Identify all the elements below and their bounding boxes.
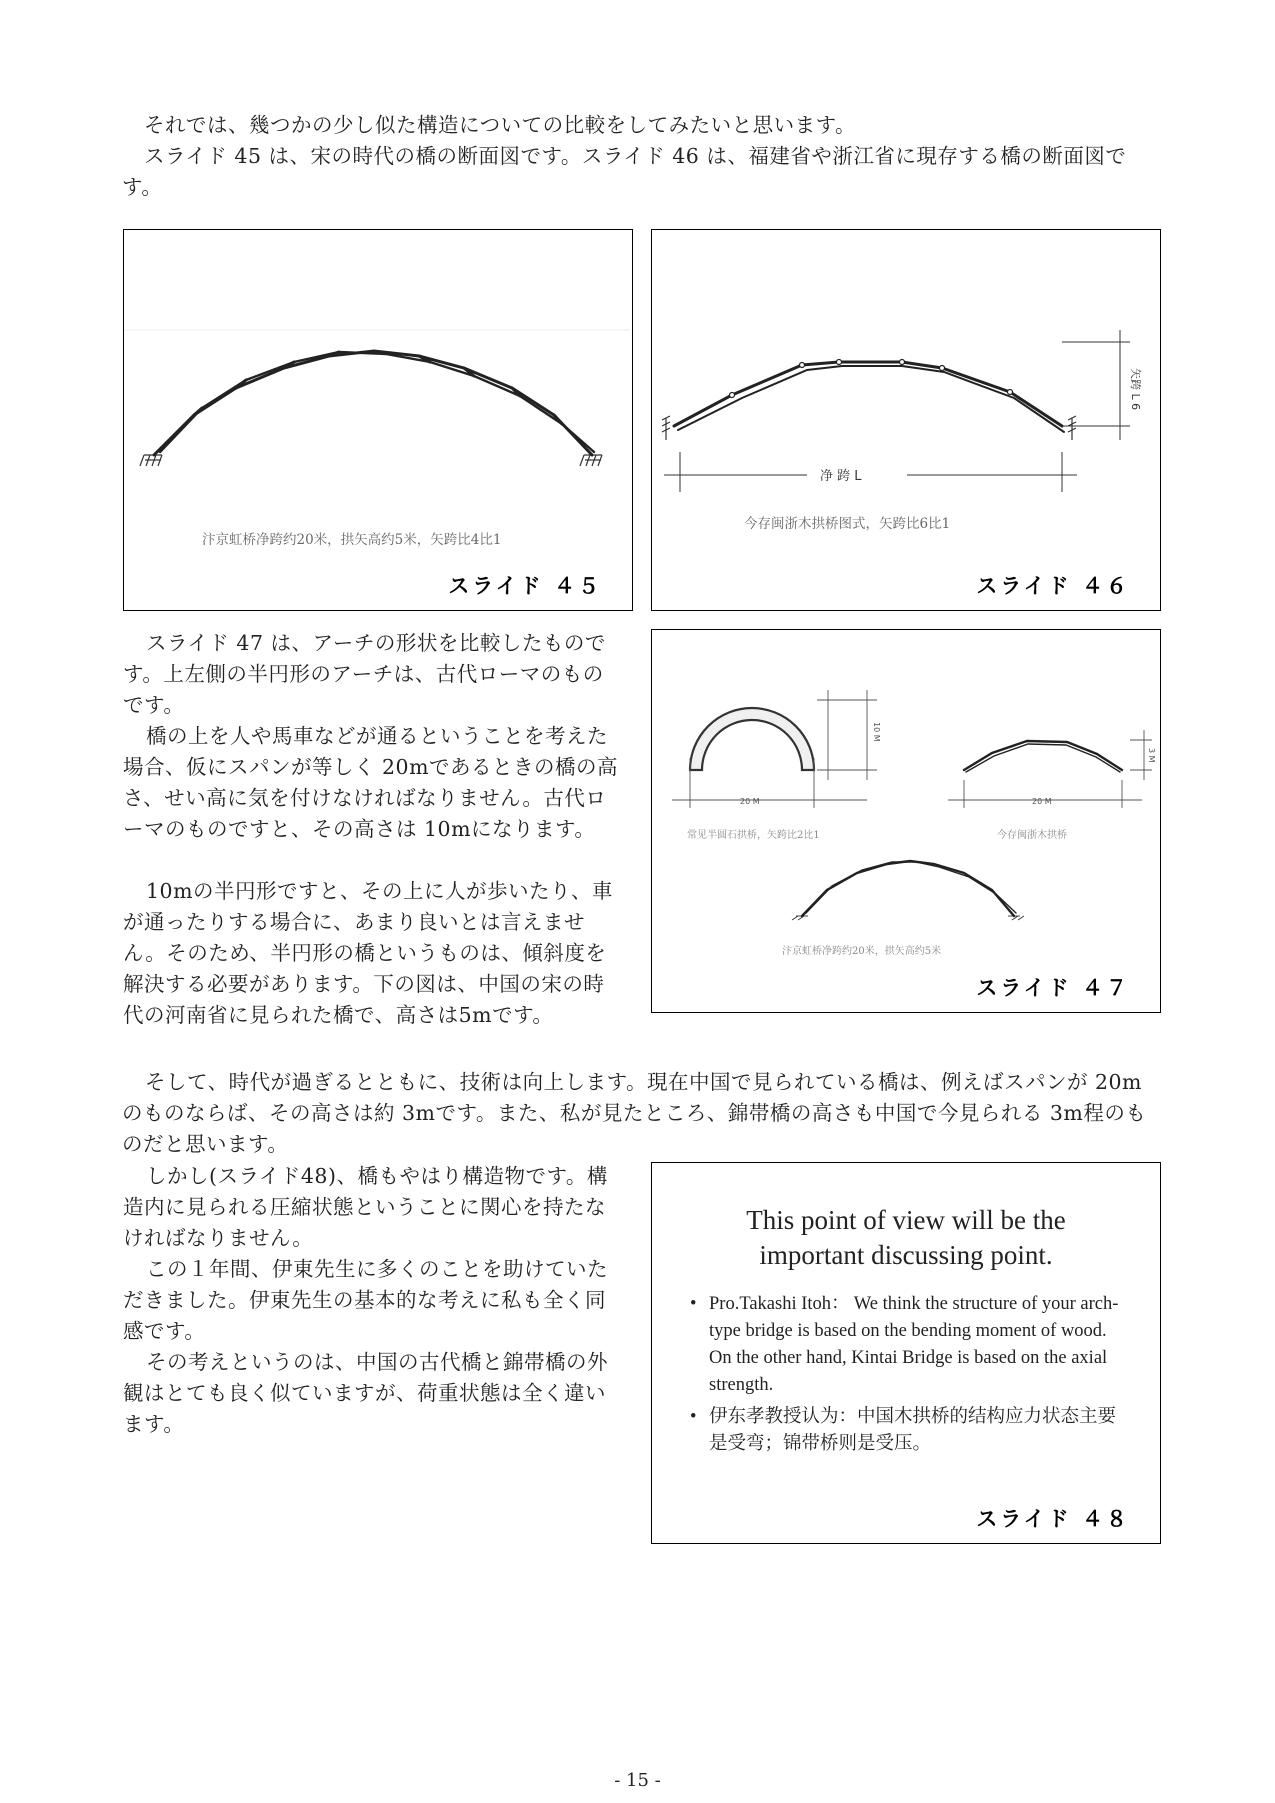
- slide-45: [123, 229, 633, 611]
- slide-48-title-line-2: important discussing point.: [759, 1240, 1053, 1270]
- paragraph-technology: そして、時代が過ぎるとともに、技術は向上します。現在中国で見られている橋は、例えばスパンが 20mのものならば、その高さは約 3mです。また、私が見たところ、錦帯橋の高さも中国で今見られる 3m程のものだと思います。: [122, 1070, 1147, 1156]
- slide-46-label: スライド ４６: [976, 574, 1130, 598]
- paragraph-10m-semicircle: 10mの半円形ですと、その上に人が歩いたり、車が通ったりする場合に、あまり良いとは言えません。そのため、半円形の橋というものは、傾斜度を解決する必要があります。下の図は、中国の宋の時代の河南省に見られた橋で、高さは5mです。: [123, 879, 614, 1027]
- slide-47-dim-10m: 10 M: [872, 722, 881, 742]
- song-bridge-diagram: [124, 230, 630, 530]
- slide-47-dim-20m-roman: 20 M: [740, 797, 760, 806]
- slide-46-caption: 今存闽浙木拱桥图式，矢跨比6比1: [744, 516, 951, 532]
- slide-46: [651, 229, 1161, 611]
- slide-45-label: スライド ４５: [448, 574, 602, 598]
- slide-47-caption-song: 汴京虹桥净跨约20米，拱矢高约5米: [782, 946, 942, 957]
- slide-47-label: スライド ４７: [976, 976, 1130, 1000]
- slide-48: [651, 1162, 1161, 1544]
- slide-47-caption-modern: 今存闽浙木拱桥: [997, 830, 1067, 841]
- slide-46-rise-label: 矢跨 L 6: [1129, 368, 1142, 411]
- slide-48-title-line-1: This point of view will be the: [746, 1205, 1066, 1235]
- slide-46-span-label: 净 跨 L: [820, 469, 862, 484]
- slide-47-caption-roman: 常见半圆石拱桥，矢跨比2比1: [687, 830, 820, 841]
- page-number: - 15 -: [614, 1770, 661, 1791]
- slide-47-dim-3m: 3 M: [1147, 748, 1156, 763]
- slide-45-caption: 汴京虹桥净跨约20米，拱矢高约5米，矢跨比4比1: [202, 532, 502, 548]
- paragraph-bridge-height: 橋の上を人や馬車などが通るということを考えた場合、仮にスパンが等しく 20mであるときの橋の高さ、せい高に気を付けなければなりません。古代ローマのものですと、その高さは 10mになります。: [123, 724, 619, 841]
- slide-48-bullet-list: [690, 1291, 1120, 1463]
- paragraph-itoh: この１年間、伊東先生に多くのことを助けていただきました。伊東先生の基本的な考えに私も全く同感です。: [123, 1257, 608, 1343]
- paragraph-slide-48: しかし(スライド48)、橋もやはり構造物です。構造内に見られる圧縮状態ということに関心を持たなければなりません。: [123, 1164, 608, 1250]
- slide-47: [651, 629, 1161, 1013]
- arch-comparison-diagram: [652, 630, 1158, 960]
- slide-47-dim-20m-modern: 20 M: [1032, 797, 1052, 806]
- paragraph-slide-47: スライド 47 は、アーチの形状を比較したものです。上左側の半円形のアーチは、古代ローマのものです。: [123, 631, 606, 717]
- slide-48-bullet-1: • Pro.Takashi Itoh： We think the structure of your arch-type bridge is based on the bending moment of wood. On the other hand, Kintai Bridge is based on the axial strength.: [690, 1291, 1120, 1399]
- slide-48-bullet-2: • 伊东孝教授认为：中国木拱桥的结构应力状态主要是受弯；锦带桥则是受压。: [690, 1404, 1120, 1458]
- intro-line-2: スライド 45 は、宋の時代の橋の断面図です。スライド 46 は、福建省や浙江省に現存する橋の断面図です。: [122, 144, 1127, 199]
- min-zhe-bridge-diagram: [652, 230, 1158, 530]
- paragraph-idea: その考えというのは、中国の古代橋と錦帯橋の外観はとても良く似ていますが、荷重状態は全く違います。: [123, 1350, 608, 1436]
- slide-48-label: スライド ４８: [976, 1507, 1130, 1531]
- intro-line-1: それでは、幾つかの少し似た構造についての比較をしてみたいと思います。: [144, 113, 856, 137]
